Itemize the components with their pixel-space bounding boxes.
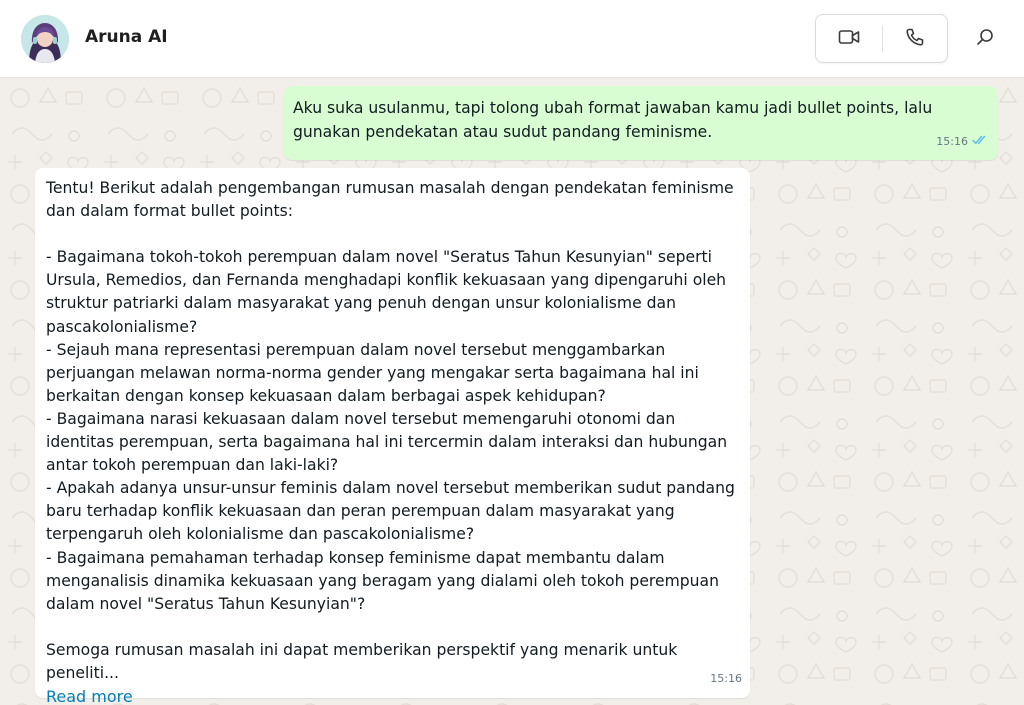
- avatar[interactable]: [21, 15, 69, 63]
- bullet-item: - Bagaimana narasi kekuasaan dalam novel tersebut memengaruhi otonomi dan identitas perempuan, serta bagaimana hal ini tercermin dalam interaksi dan hubungan antar tokoh perempuan dan laki-laki?: [46, 409, 728, 475]
- message-time: 15:16: [710, 671, 742, 685]
- chat-area[interactable]: [0, 78, 1024, 705]
- chat-header: [0, 0, 1024, 78]
- outgoing-message[interactable]: [284, 86, 998, 160]
- contact-name[interactable]: Aruna AI: [85, 27, 168, 47]
- search-button[interactable]: [968, 22, 1002, 56]
- message-intro: Tentu! Berikut adalah pengembangan rumusan masalah dengan pendekatan feminisme dan dalam format bullet points:: [46, 179, 734, 221]
- message-text: Aku suka usulanmu, tapi tolong ubah format jawaban kamu jadi bullet points, lalu gunakan pendekatan atau sudut pandang feminisme.: [293, 99, 933, 141]
- read-more-link[interactable]: Read more: [46, 687, 133, 705]
- message-closing: Semoga rumusan masalah ini dapat memberikan perspektif yang menarik untuk peneliti...: [46, 640, 678, 682]
- voice-call-button[interactable]: [882, 15, 948, 62]
- incoming-message[interactable]: [35, 168, 750, 705]
- message-meta: [936, 130, 988, 154]
- video-call-button[interactable]: [816, 15, 882, 62]
- bullet-item: - Bagaimana pemahaman terhadap konsep feminisme dapat membantu dalam menganalisis dinamika kekuasaan yang beragam yang dialami oleh tokoh perempuan dalam novel "Seratus Tahun Kesunyian"?: [46, 548, 719, 613]
- search-icon: [975, 27, 995, 51]
- bullet-item: - Sejauh mana representasi perempuan dalam novel tersebut menggambarkan perjuangan melawan norma-norma gender yang mengakar serta bagaimana hal ini berkaitan dengan konsep kekuasaan dalam berbagai aspek kehidupan?: [46, 340, 699, 405]
- bullet-item: - Apakah adanya unsur-unsur feminis dalam novel tersebut memberikan sudut pandang baru terhadap konflik kekuasaan dan peran perempuan dalam masyarakat yang terpengaruh oleh kolonialisme dan pascakolonialisme?: [46, 479, 735, 544]
- message-time: 15:16: [936, 135, 968, 148]
- double-check-icon: [972, 130, 988, 154]
- phone-icon: [905, 27, 925, 51]
- bullet-item: - Bagaimana tokoh-tokoh perempuan dalam novel "Seratus Tahun Kesunyian" seperti Ursula, Remedios, dan Fernanda menghadapi konflik kekuasaan yang dipengaruhi oleh struktur patriarki dalam masyarakat yang penuh dengan unsur kolonialisme dan pascakolonialisme?: [46, 248, 727, 336]
- video-camera-icon: [838, 28, 860, 50]
- call-buttons: [815, 14, 948, 63]
